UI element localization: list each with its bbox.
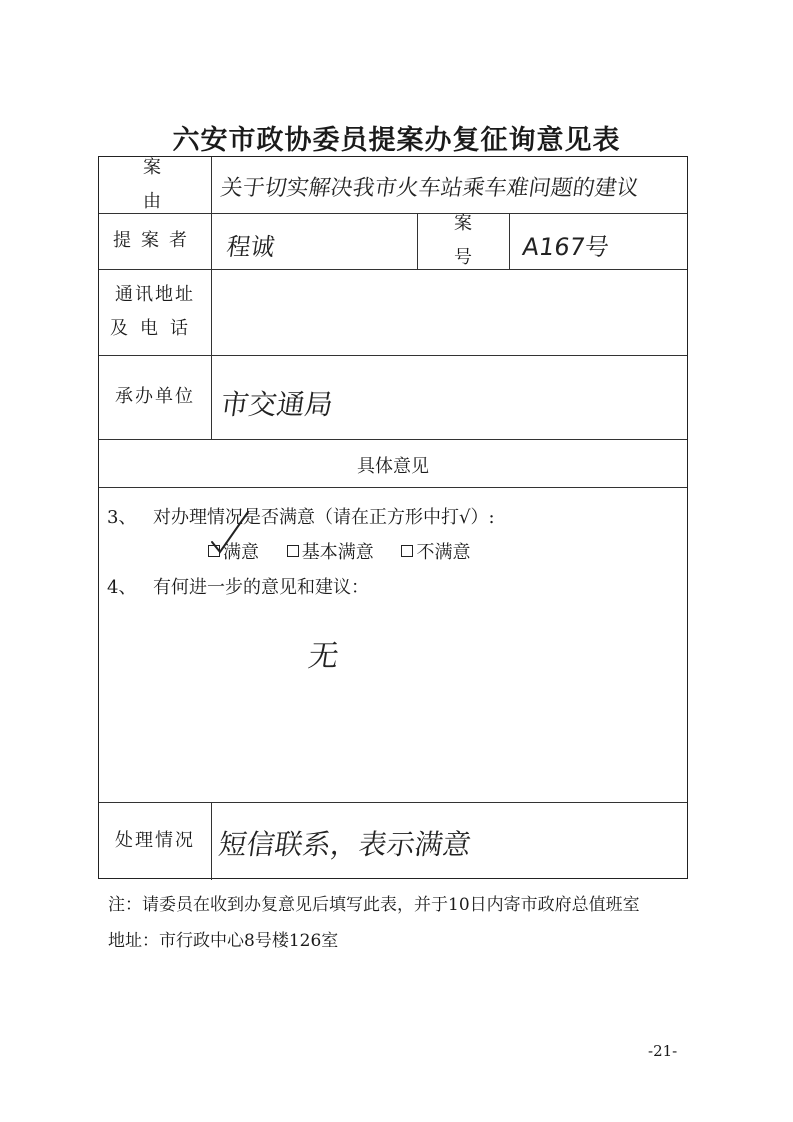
case-reason-value: 关于切实解决我市火车站乘车难问题的建议 [218,176,641,201]
column-divider [509,213,510,269]
processing-value: 短信联系，表示满意 [216,828,474,861]
question-3-number: 3、 [107,507,137,528]
checkbox-icon[interactable] [401,545,413,557]
option-not-satisfied[interactable]: 不满意 [401,538,470,564]
question-3-text: 对办理情况是否满意（请在正方形中打√）: [153,507,495,528]
proposer-value: 程诚 [224,233,277,261]
processing-label: 处理情况 [115,829,195,851]
checkbox-icon[interactable] [287,545,299,557]
question-4-number: 4、 [107,577,137,598]
checkmark-icon [200,508,260,558]
page-number: -21- [648,1042,678,1060]
inquiry-form [98,156,688,879]
note-line-2: 地址：市行政中心8号楼126室 [108,931,339,951]
row-divider [99,487,687,488]
handler-value: 市交通局 [218,388,336,421]
handler-label: 承办单位 [115,385,195,407]
column-divider [211,802,212,880]
case-number-value: A167号 [520,233,611,261]
question-4-answer: 无 [306,639,341,674]
option-basically-satisfied[interactable]: 基本满意 [287,538,374,564]
address-label [99,269,211,355]
form-title: 六安市政协委员提案办复征询意见表 [172,125,621,156]
question-4-text: 有何进一步的意见和建议： [153,577,369,598]
opinion-header: 具体意见 [357,456,429,477]
column-divider [211,157,212,439]
option-satisfied[interactable]: 满意 [208,538,259,564]
address-label-line2: 及电话 [110,318,200,339]
case-reason-label: 案由 [143,156,189,212]
case-number-label: 案号 [454,212,494,268]
note-line-1: 注：请委员在收到办复意见后填写此表，并于10日内寄市政府总值班室 [108,895,640,915]
address-label-line1: 通讯地址 [115,283,195,305]
proposer-label: 提案者 [113,229,197,251]
row-divider [99,439,687,440]
